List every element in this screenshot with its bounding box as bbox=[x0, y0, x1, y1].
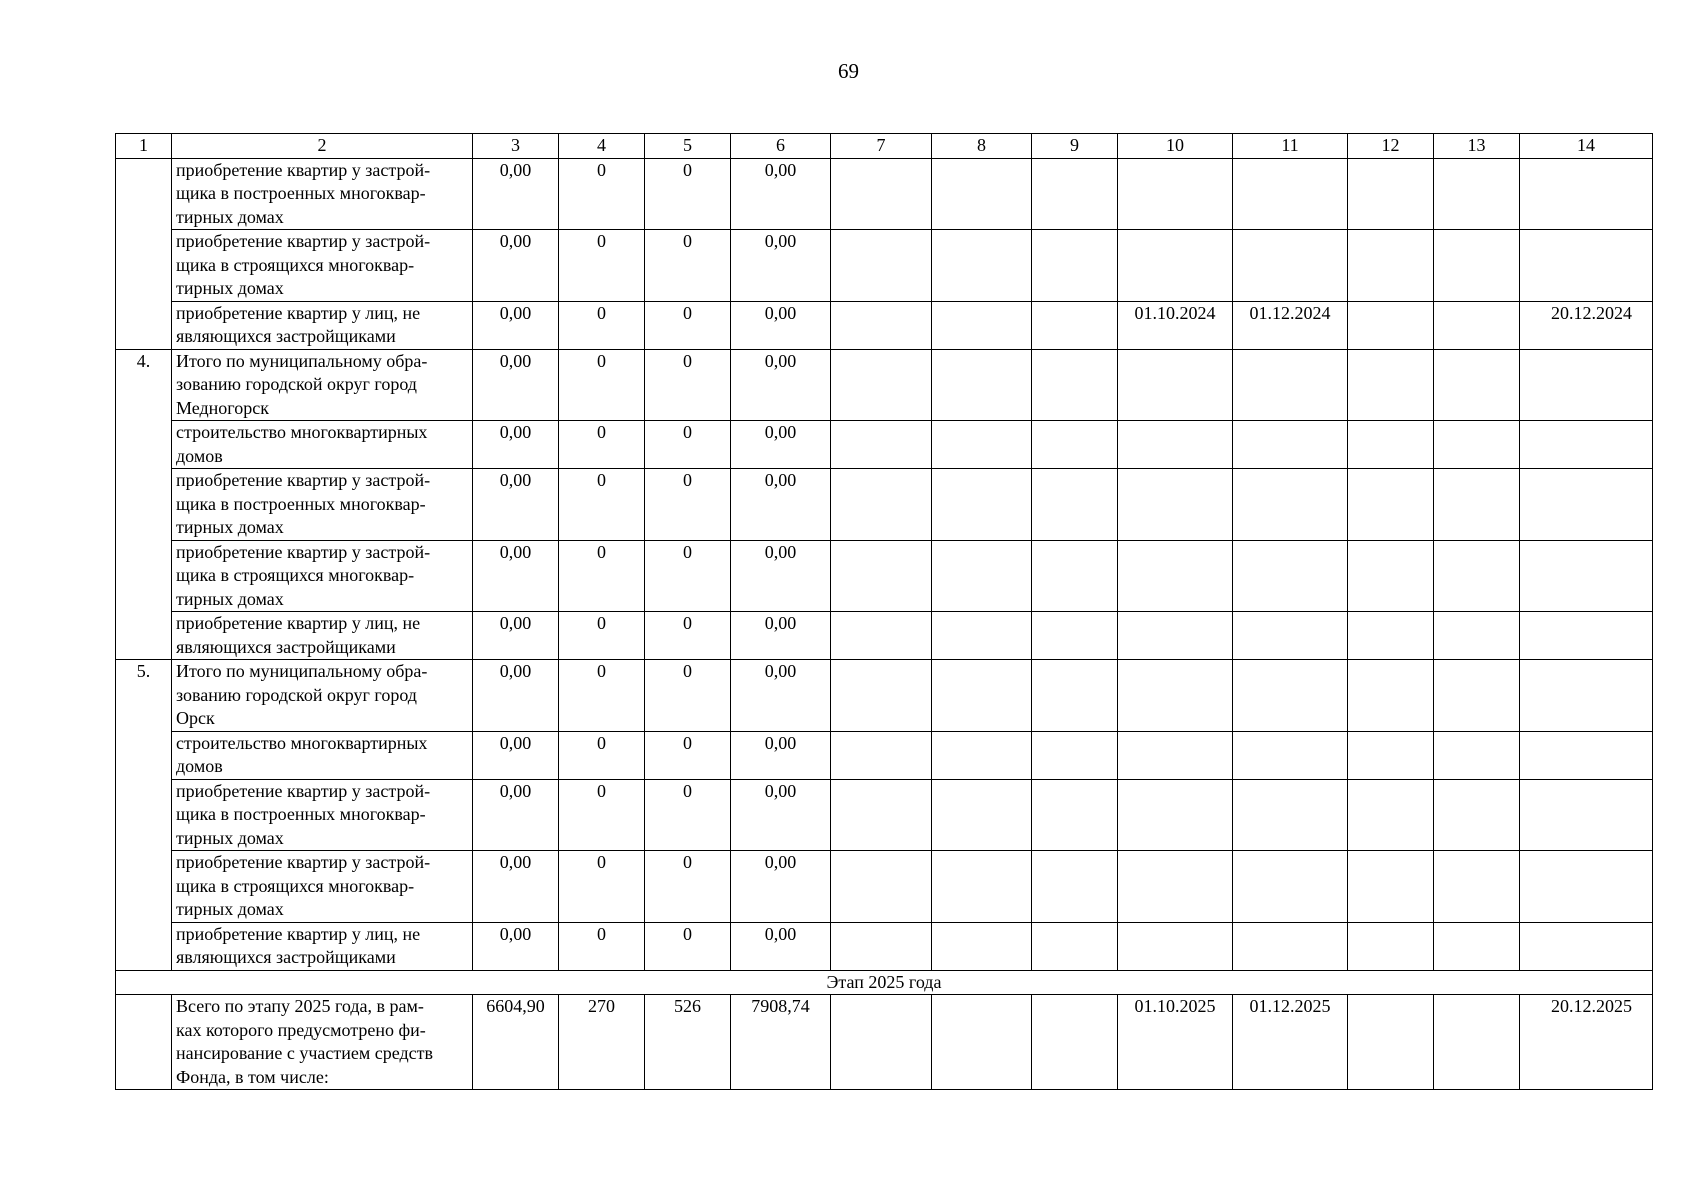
value-cell: 0,00 bbox=[473, 851, 559, 923]
empty-cell bbox=[831, 230, 932, 302]
row-description: приобретение квартир у застрой- щика в построенных многоквар- тирных домах bbox=[172, 158, 473, 230]
empty-cell bbox=[932, 349, 1032, 421]
date-cell: 01.12.2024 bbox=[1233, 301, 1348, 349]
empty-cell bbox=[1348, 301, 1434, 349]
empty-cell bbox=[1434, 540, 1520, 612]
empty-cell bbox=[932, 301, 1032, 349]
stage-title: Этап 2025 года bbox=[116, 970, 1653, 995]
date-cell: 01.10.2024 bbox=[1118, 301, 1233, 349]
value-cell: 0,00 bbox=[473, 731, 559, 779]
date-cell bbox=[1520, 922, 1653, 970]
empty-cell bbox=[1434, 660, 1520, 732]
date-cell bbox=[1520, 349, 1653, 421]
date-cell bbox=[1233, 469, 1348, 541]
empty-cell bbox=[831, 660, 932, 732]
date-cell bbox=[1520, 731, 1653, 779]
date-cell bbox=[1233, 660, 1348, 732]
column-header: 10 bbox=[1118, 134, 1233, 159]
value-cell: 0,00 bbox=[731, 158, 831, 230]
column-header: 6 bbox=[731, 134, 831, 159]
table-row bbox=[116, 612, 1653, 660]
empty-cell bbox=[1032, 158, 1118, 230]
table-row bbox=[116, 469, 1653, 541]
empty-cell bbox=[1348, 230, 1434, 302]
empty-cell bbox=[1348, 612, 1434, 660]
value-cell: 0 bbox=[559, 779, 645, 851]
empty-cell bbox=[1348, 349, 1434, 421]
empty-cell bbox=[932, 230, 1032, 302]
date-cell bbox=[1233, 421, 1348, 469]
empty-cell bbox=[831, 349, 932, 421]
value-cell: 0,00 bbox=[473, 421, 559, 469]
column-header: 11 bbox=[1233, 134, 1348, 159]
row-number: 5. bbox=[116, 660, 172, 971]
value-cell: 0,00 bbox=[731, 421, 831, 469]
row-description: приобретение квартир у лиц, не являющихся застройщиками bbox=[172, 301, 473, 349]
date-cell: 01.12.2025 bbox=[1233, 995, 1348, 1090]
value-cell: 0 bbox=[645, 158, 731, 230]
date-cell bbox=[1118, 779, 1233, 851]
value-cell: 0,00 bbox=[473, 469, 559, 541]
date-cell bbox=[1118, 851, 1233, 923]
column-header: 13 bbox=[1434, 134, 1520, 159]
empty-cell bbox=[1032, 731, 1118, 779]
value-cell: 0 bbox=[645, 540, 731, 612]
table-row bbox=[116, 540, 1653, 612]
date-cell bbox=[1233, 540, 1348, 612]
empty-cell bbox=[1032, 301, 1118, 349]
column-header: 9 bbox=[1032, 134, 1118, 159]
empty-cell bbox=[831, 540, 932, 612]
value-cell: 0,00 bbox=[731, 230, 831, 302]
value-cell: 0 bbox=[559, 851, 645, 923]
value-cell: 0,00 bbox=[731, 731, 831, 779]
value-cell: 0 bbox=[645, 660, 731, 732]
date-cell bbox=[1233, 349, 1348, 421]
date-cell bbox=[1233, 851, 1348, 923]
value-cell: 0 bbox=[559, 612, 645, 660]
date-cell bbox=[1233, 612, 1348, 660]
column-number-row bbox=[116, 134, 1653, 159]
empty-cell bbox=[932, 540, 1032, 612]
empty-cell bbox=[1434, 421, 1520, 469]
date-cell bbox=[1520, 158, 1653, 230]
empty-cell bbox=[1032, 421, 1118, 469]
date-cell bbox=[1118, 349, 1233, 421]
value-cell: 0 bbox=[645, 421, 731, 469]
value-cell: 0 bbox=[559, 922, 645, 970]
empty-cell bbox=[1434, 612, 1520, 660]
value-cell: 0,00 bbox=[473, 922, 559, 970]
value-cell: 0 bbox=[559, 349, 645, 421]
empty-cell bbox=[1434, 158, 1520, 230]
empty-cell bbox=[1348, 660, 1434, 732]
table-row bbox=[116, 995, 1653, 1090]
column-header: 12 bbox=[1348, 134, 1434, 159]
date-cell bbox=[1233, 922, 1348, 970]
empty-cell bbox=[1434, 851, 1520, 923]
empty-cell bbox=[831, 469, 932, 541]
empty-cell bbox=[1348, 731, 1434, 779]
row-description: Итого по муниципальному обра- зованию городской округ город Медногорск bbox=[172, 349, 473, 421]
table-row bbox=[116, 301, 1653, 349]
date-cell: 20.12.2025 bbox=[1520, 995, 1653, 1090]
value-cell: 0,00 bbox=[473, 540, 559, 612]
empty-cell bbox=[831, 731, 932, 779]
program-table bbox=[115, 133, 1653, 1090]
row-number bbox=[116, 158, 172, 349]
empty-cell bbox=[1434, 301, 1520, 349]
value-cell: 0 bbox=[645, 731, 731, 779]
date-cell bbox=[1118, 612, 1233, 660]
empty-cell bbox=[831, 612, 932, 660]
empty-cell bbox=[1348, 922, 1434, 970]
empty-cell bbox=[932, 421, 1032, 469]
empty-cell bbox=[1032, 779, 1118, 851]
value-cell: 0,00 bbox=[473, 660, 559, 732]
row-description: приобретение квартир у застрой- щика в строящихся многоквар- тирных домах bbox=[172, 230, 473, 302]
empty-cell bbox=[831, 421, 932, 469]
empty-cell bbox=[831, 301, 932, 349]
row-description: приобретение квартир у лиц, не являющихся застройщиками bbox=[172, 922, 473, 970]
date-cell bbox=[1118, 469, 1233, 541]
value-cell: 0,00 bbox=[731, 469, 831, 541]
empty-cell bbox=[1032, 660, 1118, 732]
empty-cell bbox=[1032, 540, 1118, 612]
row-description: приобретение квартир у застрой- щика в построенных многоквар- тирных домах bbox=[172, 469, 473, 541]
empty-cell bbox=[1348, 851, 1434, 923]
row-description: Всего по этапу 2025 года, в рам- ках которого предусмотрено фи- нансирование с участием средств Фонда, в том числе: bbox=[172, 995, 473, 1090]
empty-cell bbox=[1348, 540, 1434, 612]
table-row bbox=[116, 158, 1653, 230]
value-cell: 0,00 bbox=[473, 779, 559, 851]
empty-cell bbox=[831, 995, 932, 1090]
value-cell: 0 bbox=[559, 731, 645, 779]
column-header: 4 bbox=[559, 134, 645, 159]
table-row bbox=[116, 421, 1653, 469]
empty-cell bbox=[932, 995, 1032, 1090]
empty-cell bbox=[932, 731, 1032, 779]
column-header: 14 bbox=[1520, 134, 1653, 159]
value-cell: 6604,90 bbox=[473, 995, 559, 1090]
page-number: 69 bbox=[838, 59, 859, 83]
date-cell bbox=[1118, 922, 1233, 970]
value-cell: 0 bbox=[645, 779, 731, 851]
empty-cell bbox=[932, 922, 1032, 970]
value-cell: 0,00 bbox=[731, 349, 831, 421]
value-cell: 0,00 bbox=[473, 349, 559, 421]
value-cell: 0,00 bbox=[473, 301, 559, 349]
value-cell: 0 bbox=[645, 612, 731, 660]
empty-cell bbox=[932, 660, 1032, 732]
row-number: 4. bbox=[116, 349, 172, 660]
empty-cell bbox=[1348, 779, 1434, 851]
row-description: приобретение квартир у застрой- щика в строящихся многоквар- тирных домах bbox=[172, 540, 473, 612]
value-cell: 0 bbox=[645, 469, 731, 541]
empty-cell bbox=[1434, 469, 1520, 541]
date-cell bbox=[1118, 230, 1233, 302]
empty-cell bbox=[1032, 851, 1118, 923]
table-row bbox=[116, 779, 1653, 851]
empty-cell bbox=[932, 158, 1032, 230]
value-cell: 0,00 bbox=[473, 612, 559, 660]
column-header: 5 bbox=[645, 134, 731, 159]
date-cell bbox=[1118, 660, 1233, 732]
table-row bbox=[116, 851, 1653, 923]
table-row bbox=[116, 731, 1653, 779]
empty-cell bbox=[1348, 469, 1434, 541]
empty-cell bbox=[831, 158, 932, 230]
empty-cell bbox=[1434, 731, 1520, 779]
date-cell bbox=[1233, 158, 1348, 230]
date-cell: 20.12.2024 bbox=[1520, 301, 1653, 349]
empty-cell bbox=[1348, 995, 1434, 1090]
empty-cell bbox=[1032, 230, 1118, 302]
empty-cell bbox=[1434, 349, 1520, 421]
column-header: 7 bbox=[831, 134, 932, 159]
empty-cell bbox=[1434, 922, 1520, 970]
value-cell: 0,00 bbox=[473, 230, 559, 302]
empty-cell bbox=[1348, 158, 1434, 230]
column-header: 3 bbox=[473, 134, 559, 159]
row-number bbox=[116, 995, 172, 1090]
value-cell: 526 bbox=[645, 995, 731, 1090]
empty-cell bbox=[831, 922, 932, 970]
table-row bbox=[116, 660, 1653, 732]
value-cell: 0,00 bbox=[731, 851, 831, 923]
date-cell bbox=[1233, 230, 1348, 302]
row-description: строительство многоквартирных домов bbox=[172, 731, 473, 779]
value-cell: 0 bbox=[559, 301, 645, 349]
empty-cell bbox=[1434, 779, 1520, 851]
value-cell: 0 bbox=[645, 230, 731, 302]
table-row bbox=[116, 230, 1653, 302]
date-cell bbox=[1520, 612, 1653, 660]
value-cell: 0 bbox=[645, 301, 731, 349]
date-cell bbox=[1520, 540, 1653, 612]
row-description: приобретение квартир у застрой- щика в построенных многоквар- тирных домах bbox=[172, 779, 473, 851]
empty-cell bbox=[1032, 469, 1118, 541]
value-cell: 0,00 bbox=[731, 779, 831, 851]
column-header: 2 bbox=[172, 134, 473, 159]
empty-cell bbox=[932, 612, 1032, 660]
empty-cell bbox=[932, 469, 1032, 541]
table-row bbox=[116, 922, 1653, 970]
date-cell bbox=[1520, 421, 1653, 469]
value-cell: 0 bbox=[645, 349, 731, 421]
date-cell bbox=[1233, 731, 1348, 779]
empty-cell bbox=[1434, 995, 1520, 1090]
value-cell: 0,00 bbox=[473, 158, 559, 230]
table-row bbox=[116, 349, 1653, 421]
date-cell bbox=[1520, 660, 1653, 732]
column-header: 1 bbox=[116, 134, 172, 159]
value-cell: 0 bbox=[559, 469, 645, 541]
empty-cell bbox=[932, 851, 1032, 923]
date-cell bbox=[1520, 779, 1653, 851]
date-cell bbox=[1520, 851, 1653, 923]
column-header: 8 bbox=[932, 134, 1032, 159]
empty-cell bbox=[932, 779, 1032, 851]
row-description: строительство многоквартирных домов bbox=[172, 421, 473, 469]
empty-cell bbox=[831, 851, 932, 923]
value-cell: 0 bbox=[559, 230, 645, 302]
row-description: Итого по муниципальному обра- зованию городской округ город Орск bbox=[172, 660, 473, 732]
date-cell bbox=[1118, 421, 1233, 469]
empty-cell bbox=[1434, 230, 1520, 302]
value-cell: 0 bbox=[559, 158, 645, 230]
empty-cell bbox=[1032, 612, 1118, 660]
stage-title-row bbox=[116, 970, 1653, 995]
value-cell: 0 bbox=[559, 540, 645, 612]
value-cell: 0 bbox=[645, 922, 731, 970]
value-cell: 0 bbox=[645, 851, 731, 923]
value-cell: 7908,74 bbox=[731, 995, 831, 1090]
value-cell: 0,00 bbox=[731, 660, 831, 732]
empty-cell bbox=[1032, 349, 1118, 421]
row-description: приобретение квартир у лиц, не являющихся застройщиками bbox=[172, 612, 473, 660]
value-cell: 0 bbox=[559, 421, 645, 469]
date-cell bbox=[1118, 158, 1233, 230]
value-cell: 0,00 bbox=[731, 301, 831, 349]
value-cell: 0,00 bbox=[731, 922, 831, 970]
value-cell: 270 bbox=[559, 995, 645, 1090]
value-cell: 0,00 bbox=[731, 612, 831, 660]
date-cell bbox=[1233, 779, 1348, 851]
value-cell: 0 bbox=[559, 660, 645, 732]
empty-cell bbox=[1032, 922, 1118, 970]
empty-cell bbox=[1032, 995, 1118, 1090]
date-cell bbox=[1520, 230, 1653, 302]
date-cell bbox=[1520, 469, 1653, 541]
row-description: приобретение квартир у застрой- щика в строящихся многоквар- тирных домах bbox=[172, 851, 473, 923]
date-cell bbox=[1118, 540, 1233, 612]
empty-cell bbox=[831, 779, 932, 851]
date-cell: 01.10.2025 bbox=[1118, 995, 1233, 1090]
date-cell bbox=[1118, 731, 1233, 779]
empty-cell bbox=[1348, 421, 1434, 469]
value-cell: 0,00 bbox=[731, 540, 831, 612]
